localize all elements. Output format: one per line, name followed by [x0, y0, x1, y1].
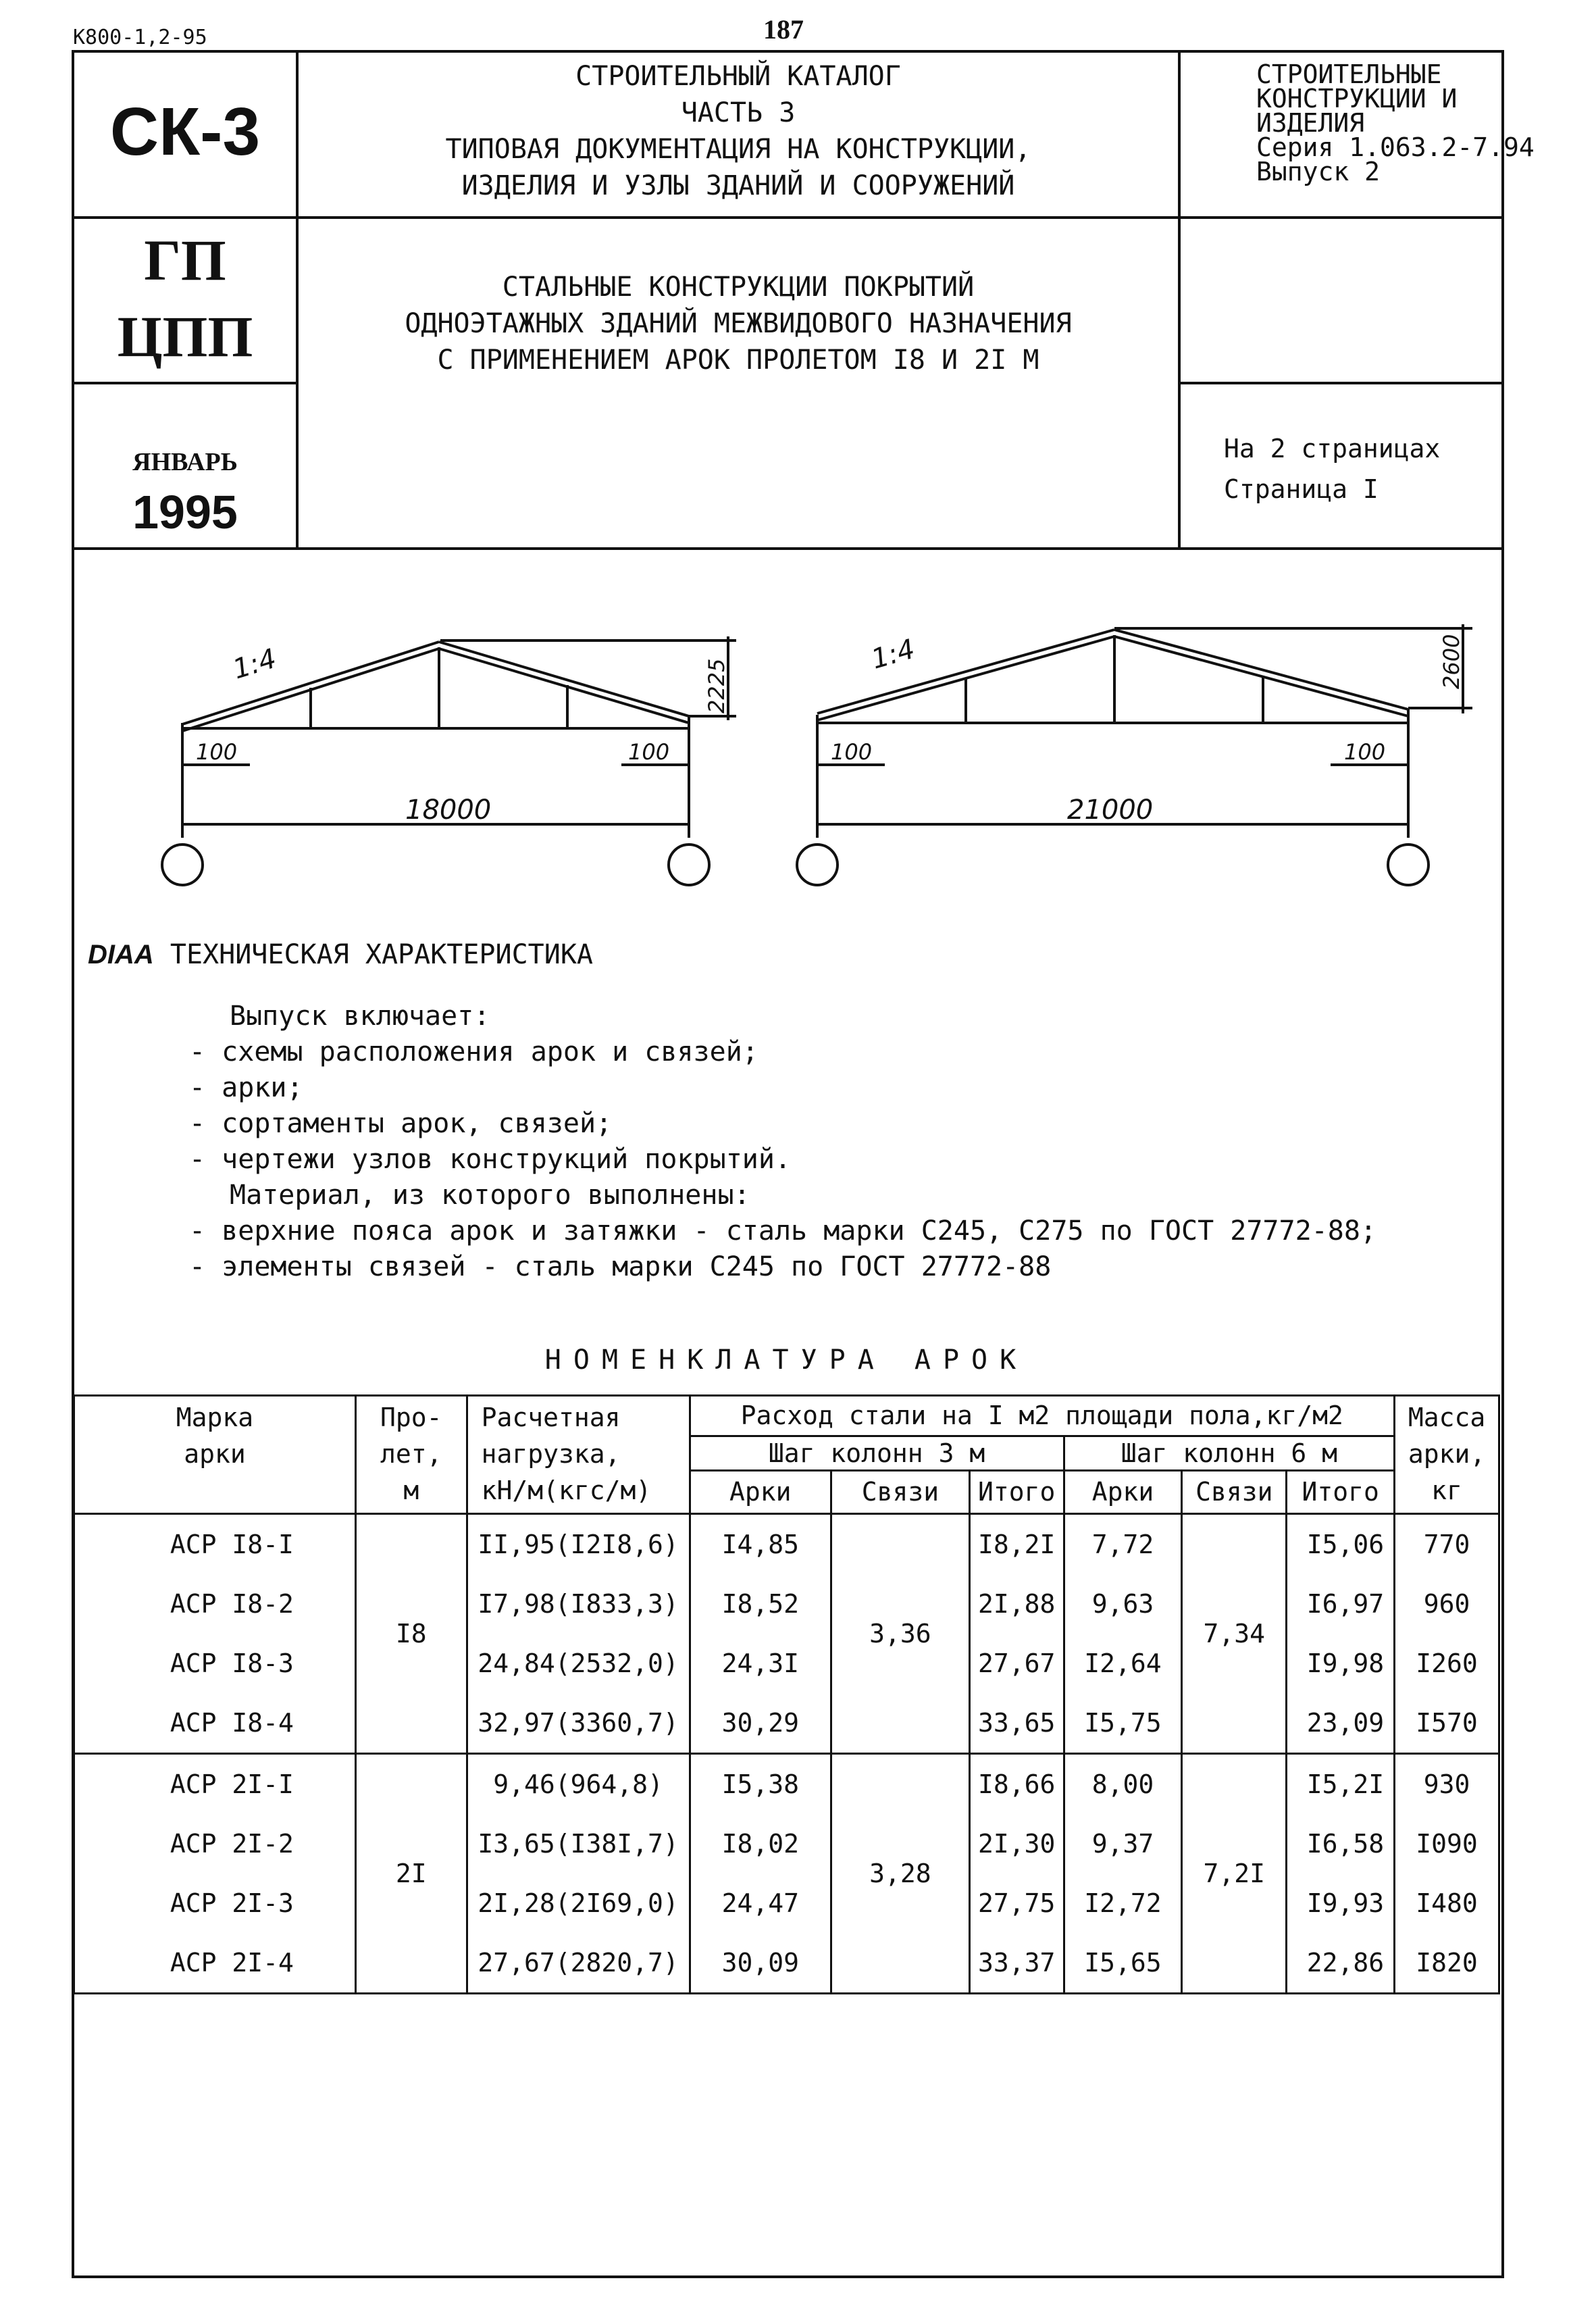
span-cell: I8	[355, 1514, 467, 1754]
total3-cell: I8,66 2I,30 27,75 33,37	[969, 1754, 1064, 1994]
height-label-left: 2225	[704, 658, 729, 713]
header-bracing-6: Связи	[1182, 1471, 1287, 1514]
month-label: ЯНВАРЬ	[132, 448, 238, 476]
arches3-cell: I4,85 I8,52 24,3I 30,29	[690, 1514, 831, 1754]
header-mass: Масса арки, кг	[1395, 1396, 1499, 1514]
section-title: ТЕХНИЧЕСКАЯ ХАРАКТЕРИСТИКА	[170, 939, 594, 970]
header-load: Расчетная нагрузка, кН/м(кгс/м)	[467, 1396, 690, 1514]
section-heading	[88, 939, 593, 970]
load-cell: 9,46(964,8) I3,65(I38I,7) 2I,28(2I69,0) 27,67(2820,7)	[467, 1754, 690, 1994]
header-total-6: Итого	[1287, 1471, 1395, 1514]
title-line: С ПРИМЕНЕНИЕМ АРОК ПРОЛЕТОМ I8 И 2I М	[437, 345, 1039, 376]
total6-cell: I5,2I I6,58 I9,93 22,86	[1287, 1754, 1395, 1994]
features-line: - арки;	[189, 1072, 303, 1103]
header-steel: Расход стали на I м2 площади пола,кг/м2	[690, 1396, 1395, 1436]
bracing3-cell: 3,28	[831, 1754, 970, 1994]
mass-cell: 770 960 I260 I570	[1395, 1514, 1499, 1754]
year-label: 1995	[132, 486, 238, 538]
mark-cell: АСР 2I-I АСР 2I-2 АСР 2I-3 АСР 2I-4	[74, 1754, 356, 1994]
pages-block	[1224, 428, 1440, 509]
document-title	[299, 269, 1178, 378]
header-mark: Марка арки	[74, 1396, 356, 1514]
bracing3-cell: 3,36	[831, 1514, 970, 1754]
features-line: - сортаменты арок, связей;	[189, 1108, 613, 1139]
height-label-right: 2600	[1439, 634, 1464, 689]
series-line: ИЗДЕЛИЯ	[1256, 108, 1365, 138]
header-step-3: Шаг колонн 3 м	[690, 1436, 1064, 1471]
arches6-cell: 7,72 9,63 I2,64 I5,75	[1064, 1514, 1182, 1754]
features-line: - элементы связей - сталь марки С245 по ГОСТ 27772-88	[189, 1251, 1052, 1282]
series-block	[1256, 59, 1535, 186]
catalog-line: ТИПОВАЯ ДОКУМЕНТАЦИЯ НА КОНСТРУКЦИИ,	[445, 134, 1031, 165]
slope-label-right: 1:4	[868, 633, 919, 676]
cpp-label: ЦПП	[117, 304, 253, 369]
arches3-cell: I5,38 I8,02 24,47 30,09	[690, 1754, 831, 1994]
catalog-line: СТРОИТЕЛЬНЫЙ КАТАЛОГ	[575, 61, 901, 92]
bracing6-cell: 7,2I	[1182, 1754, 1287, 1994]
gp-label: ГП	[144, 228, 226, 293]
total6-cell: I5,06 I6,97 I9,98 23,09	[1287, 1514, 1395, 1754]
total3-cell: I8,2I 2I,88 27,67 33,65	[969, 1514, 1064, 1754]
mass-cell: 930 I090 I480 I820	[1395, 1754, 1499, 1994]
features-line: Выпуск включает:	[230, 1001, 490, 1032]
document-code: К800-1,2-95	[73, 26, 207, 49]
table-group-21	[74, 1754, 1499, 1994]
arch-schemes-drawing	[155, 595, 1479, 905]
table-title: НОМЕНКЛАТУРА АРОК	[544, 1344, 1029, 1376]
bracing6-cell: 7,34	[1182, 1514, 1287, 1754]
header-step-6: Шаг колонн 6 м	[1064, 1436, 1394, 1471]
offset-right-18: 100	[628, 739, 670, 765]
header-span: Про- лет, м	[355, 1396, 467, 1514]
load-cell: II,95(I2I8,6) I7,98(I833,3) 24,84(2532,0) 32,97(3360,7)	[467, 1514, 690, 1754]
header-arches-3: Арки	[690, 1471, 831, 1514]
features-line: - схемы расположения арок и связей;	[189, 1036, 758, 1067]
catalog-code: СК-3	[109, 94, 261, 170]
header-bracing-3: Связи	[831, 1471, 970, 1514]
span-cell: 2I	[355, 1754, 467, 1994]
features-line: - верхние пояса арок и затяжки - сталь марки С245, С275 по ГОСТ 27772-88;	[189, 1215, 1376, 1247]
stamp-text: DIAA	[88, 940, 154, 970]
offset-left-18: 100	[196, 739, 238, 765]
table-group-18	[74, 1514, 1499, 1754]
issue-number: Выпуск 2	[1256, 157, 1381, 186]
features-list	[189, 999, 1376, 1285]
series-number: Серия 1.063.2-7.94	[1256, 132, 1535, 162]
page-current: Страница I	[1224, 474, 1379, 504]
features-line: Материал, из которого выполнены:	[230, 1180, 750, 1211]
catalog-line: ЧАСТЬ 3	[681, 97, 796, 128]
pages-total: На 2 страницах	[1224, 434, 1441, 463]
span-18: 18000	[405, 795, 492, 826]
series-line: СТРОИТЕЛЬНЫЕ	[1256, 59, 1442, 89]
arch-nomenclature-table	[73, 1394, 1500, 1994]
series-line: КОНСТРУКЦИИ И	[1256, 84, 1458, 114]
features-line: - чертежи узлов конструкций покрытий.	[189, 1144, 792, 1175]
header-arches-6: Арки	[1064, 1471, 1182, 1514]
slope-label-left: 1:4	[229, 643, 280, 686]
arches6-cell: 8,00 9,37 I2,72 I5,65	[1064, 1754, 1182, 1994]
title-line: ОДНОЭТАЖНЫХ ЗДАНИЙ МЕЖВИДОВОГО НАЗНАЧЕНИЯ	[405, 308, 1072, 339]
header-total-3: Итого	[969, 1471, 1064, 1514]
catalog-title-block	[299, 58, 1178, 204]
catalog-line: ИЗДЕЛИЯ И УЗЛЫ ЗДАНИЙ И СООРУЖЕНИЙ	[461, 170, 1015, 201]
mark-cell: АСР I8-I АСР I8-2 АСР I8-3 АСР I8-4	[74, 1514, 356, 1754]
page-number: 187	[763, 14, 804, 45]
offset-right-21: 100	[1344, 739, 1386, 765]
offset-left-21: 100	[831, 739, 873, 765]
title-line: СТАЛЬНЫЕ КОНСТРУКЦИИ ПОКРЫТИЙ	[502, 272, 975, 303]
span-21: 21000	[1067, 795, 1154, 826]
